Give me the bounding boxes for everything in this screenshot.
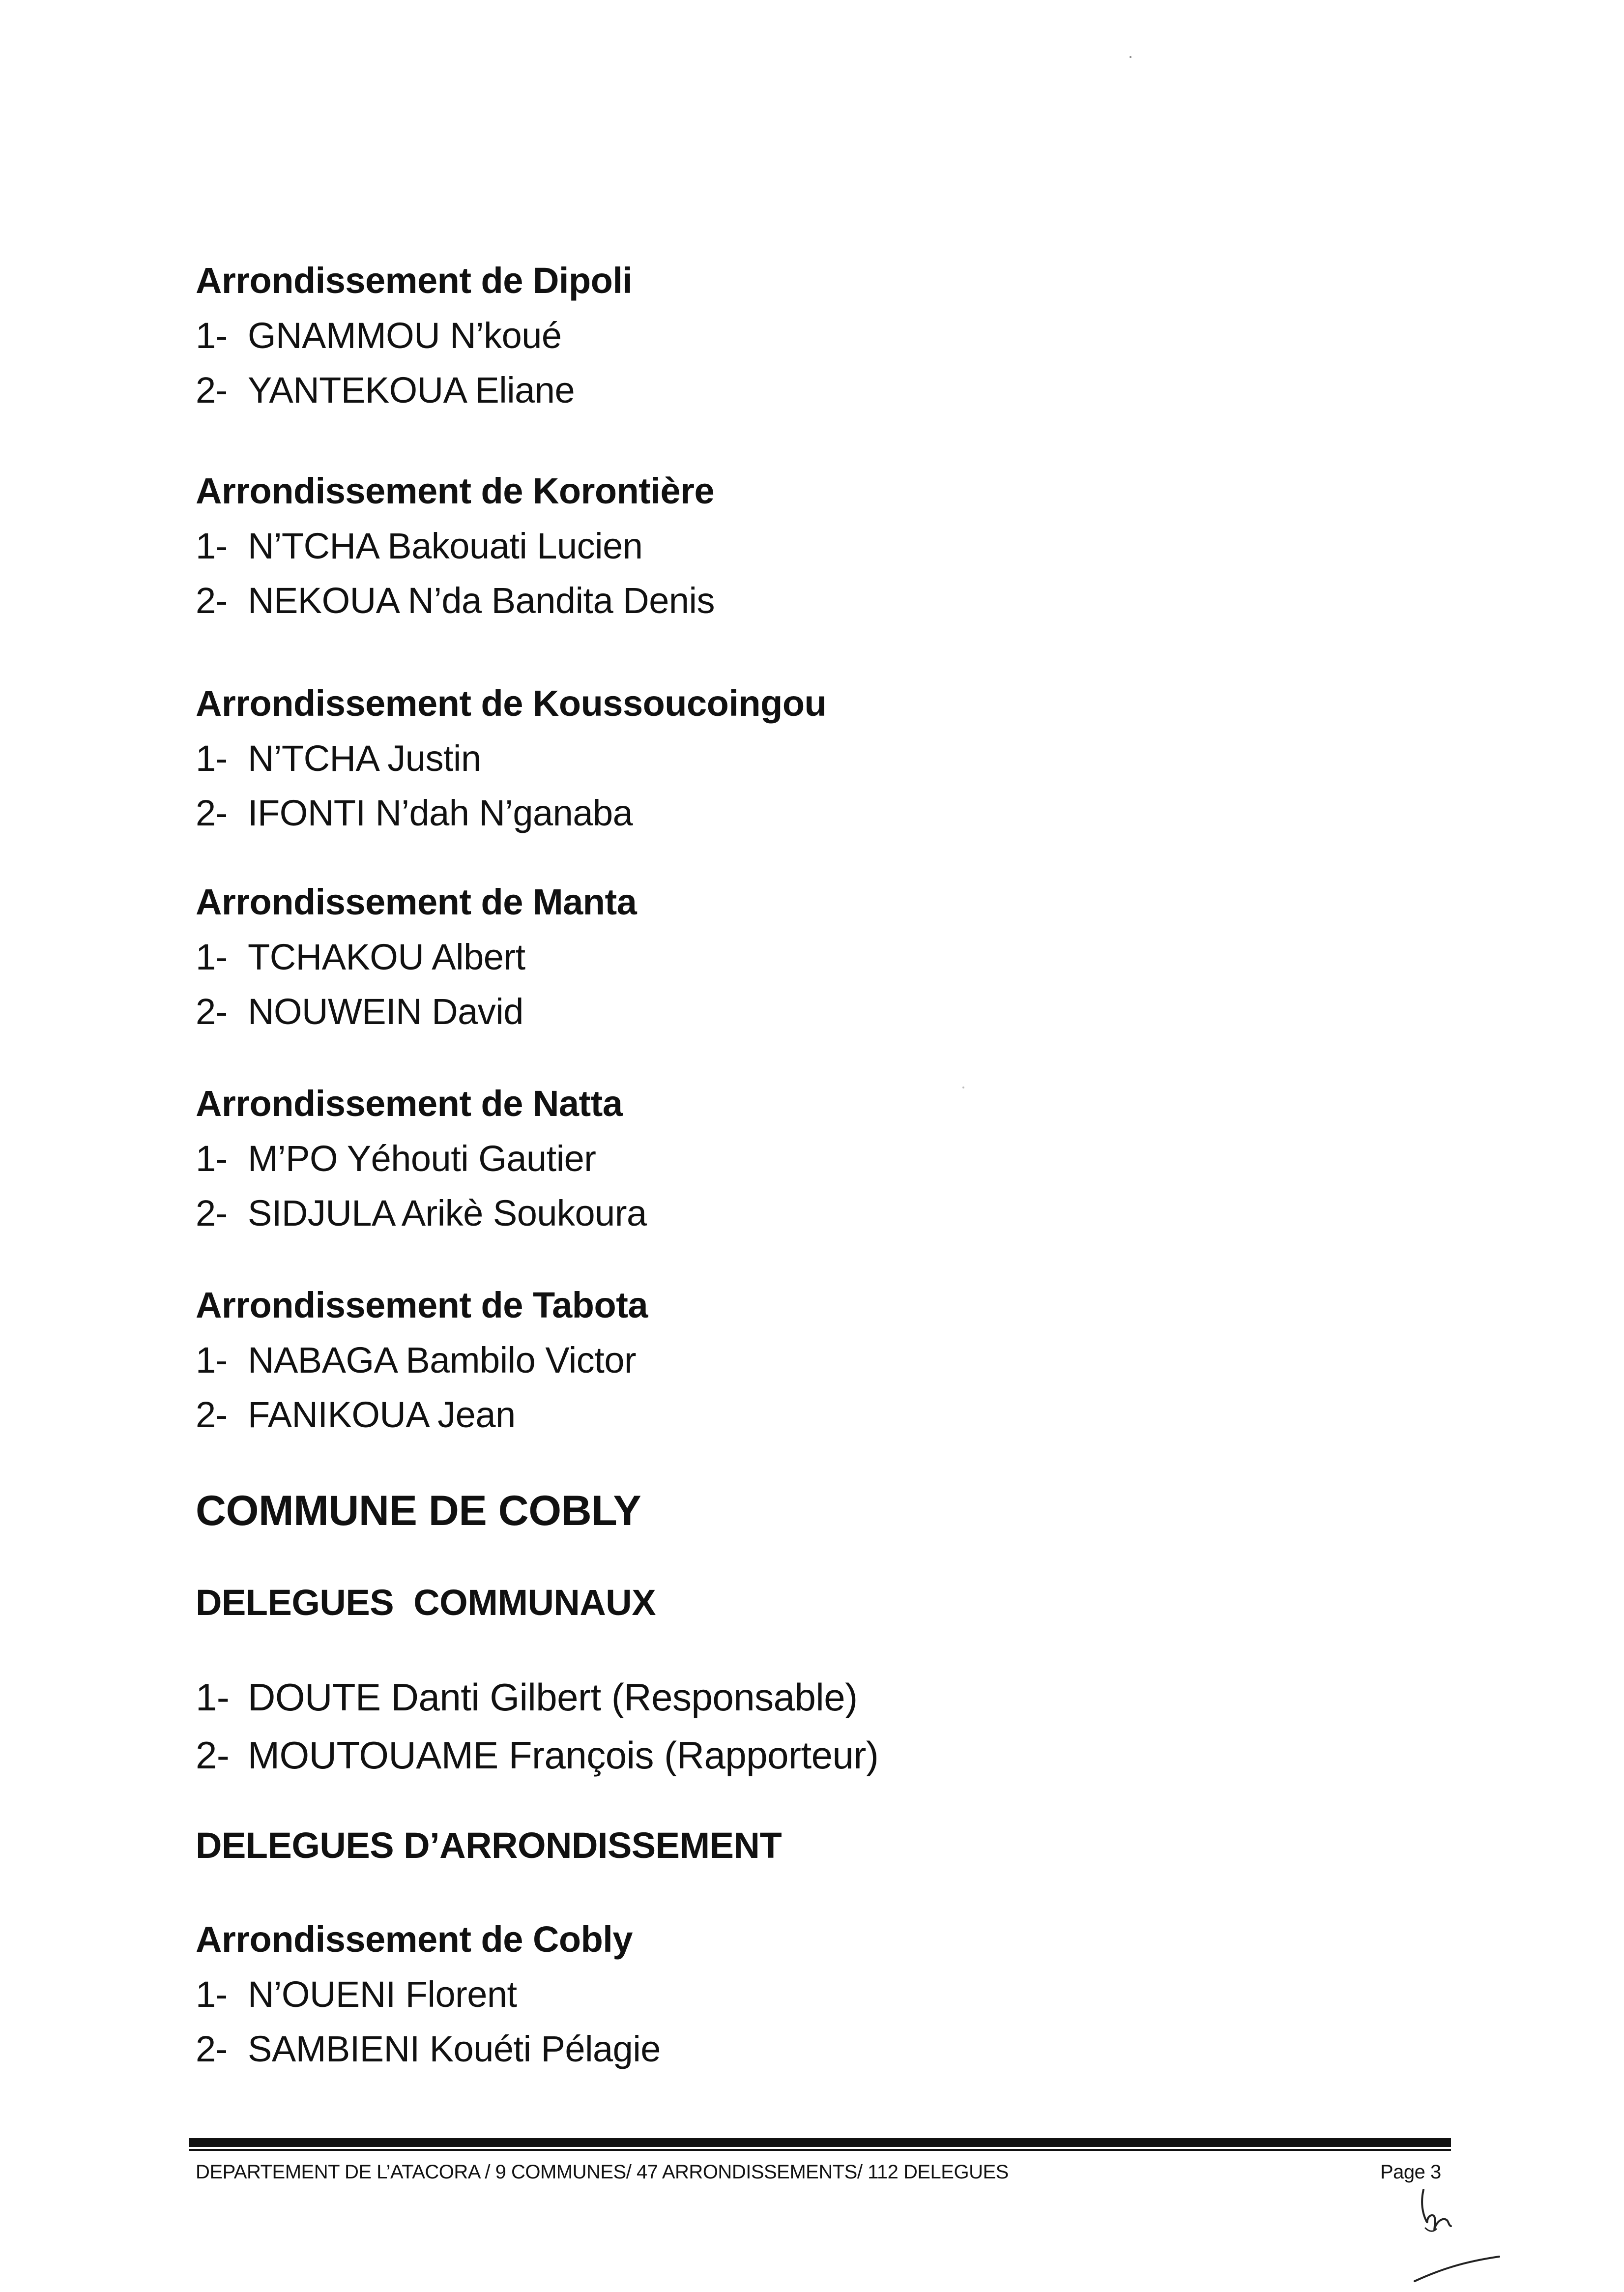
list-item (196, 1387, 1474, 1442)
item-number: 1- (196, 937, 228, 977)
section-spacer (196, 1240, 1474, 1278)
list-item (196, 930, 1474, 984)
list-item (196, 1967, 1474, 2022)
initials-signature (1406, 2183, 1504, 2286)
item-number: 1- (196, 526, 228, 566)
main-content (196, 253, 1474, 2076)
arrondissement-section (196, 1076, 1474, 1240)
section-spacer (196, 1630, 1474, 1668)
section-spacer (196, 417, 1474, 464)
section-spacer (196, 1039, 1474, 1076)
delegate-name: N’OUENI Florent (248, 1974, 517, 2015)
delegate-name: TCHAKOU Albert (248, 937, 525, 977)
footer-divider (189, 2138, 1451, 2147)
footer-divider-thin (189, 2149, 1451, 2151)
list-item (196, 731, 1474, 786)
section-title: Arrondissement de Tabota (196, 1285, 648, 1325)
item-number: 2- (196, 1193, 228, 1234)
commune-title: COMMUNE DE COBLY (196, 1487, 641, 1534)
delegate-name: N’TCHA Justin (248, 738, 481, 779)
delegate-name: GNAMMOU N’koué (248, 315, 562, 356)
section-spacer (196, 1540, 1474, 1576)
list-item (196, 1131, 1474, 1186)
item-number: 1- (196, 1675, 230, 1719)
list-item (196, 363, 1474, 417)
arrondissement-section (196, 253, 1474, 417)
delegate-name: M’PO Yéhouti Gautier (248, 1138, 596, 1179)
delegate-name: DOUTE Danti Gilbert (Responsable) (248, 1675, 858, 1719)
delegues-communaux-title: DELEGUES COMMUNAUX (196, 1582, 656, 1623)
delegate-name: YANTEKOUA Eliane (248, 370, 575, 411)
list-item (196, 786, 1474, 840)
item-number: 2- (196, 991, 228, 1032)
list-item (196, 2022, 1474, 2076)
item-number: 2- (196, 1394, 228, 1435)
delegate-name: SIDJULA Arikè Soukoura (248, 1193, 647, 1234)
item-number: 1- (196, 315, 228, 356)
delegate-name: SAMBIENI Kouéti Pélagie (248, 2028, 661, 2069)
delegate-name: N’TCHA Bakouati Lucien (248, 526, 643, 566)
section-title: Arrondissement de Cobly (196, 1919, 633, 1960)
item-number: 1- (196, 1340, 228, 1381)
arrondissement-section (196, 676, 1474, 840)
section-spacer (196, 1784, 1474, 1819)
section-title: Arrondissement de Manta (196, 882, 637, 922)
list-item (196, 573, 1474, 628)
page-number: Page 3 (1380, 2161, 1441, 2183)
section-spacer (196, 1873, 1474, 1912)
list-item (196, 519, 1474, 573)
item-number: 2- (196, 793, 228, 833)
arrondissement-section (196, 464, 1474, 628)
list-item (196, 984, 1474, 1039)
footer-text: DEPARTEMENT DE L’ATACORA / 9 COMMUNES/ 47 ARRONDISSEMENTS/ 112 DELEGUES (196, 2161, 1009, 2183)
delegues-arrondissement-title: DELEGUES D’ARRONDISSEMENT (196, 1825, 782, 1866)
section-title: Arrondissement de Korontière (196, 470, 715, 511)
section-title: Arrondissement de Dipoli (196, 260, 633, 301)
delegate-name: MOUTOUAME François (Rapporteur) (248, 1734, 879, 1777)
list-item (196, 308, 1474, 363)
section-spacer (196, 628, 1474, 676)
item-number: 2- (196, 580, 228, 621)
arrondissement-section (196, 875, 1474, 1039)
delegate-name: IFONTI N’dah N’ganaba (248, 793, 633, 833)
arrondissement-section (196, 1912, 1474, 2076)
item-number: 2- (196, 1734, 230, 1777)
delegate-name: NEKOUA N’da Bandita Denis (248, 580, 715, 621)
list-item (196, 1668, 1474, 1726)
delegate-name: FANIKOUA Jean (248, 1394, 516, 1435)
delegate-name: NABAGA Bambilo Victor (248, 1340, 637, 1381)
item-number: 2- (196, 370, 228, 411)
list-item (196, 1186, 1474, 1240)
section-title: Arrondissement de Koussoucoingou (196, 683, 827, 724)
item-number: 1- (196, 1138, 228, 1179)
delegate-name: NOUWEIN David (248, 991, 523, 1032)
scan-speck (1130, 56, 1131, 58)
section-spacer (196, 1442, 1474, 1481)
item-number: 2- (196, 2028, 228, 2069)
list-item (196, 1726, 1474, 1784)
item-number: 1- (196, 1974, 228, 2015)
section-title: Arrondissement de Natta (196, 1083, 623, 1124)
list-item (196, 1333, 1474, 1387)
item-number: 1- (196, 738, 228, 779)
section-spacer (196, 840, 1474, 875)
arrondissement-section (196, 1278, 1474, 1442)
